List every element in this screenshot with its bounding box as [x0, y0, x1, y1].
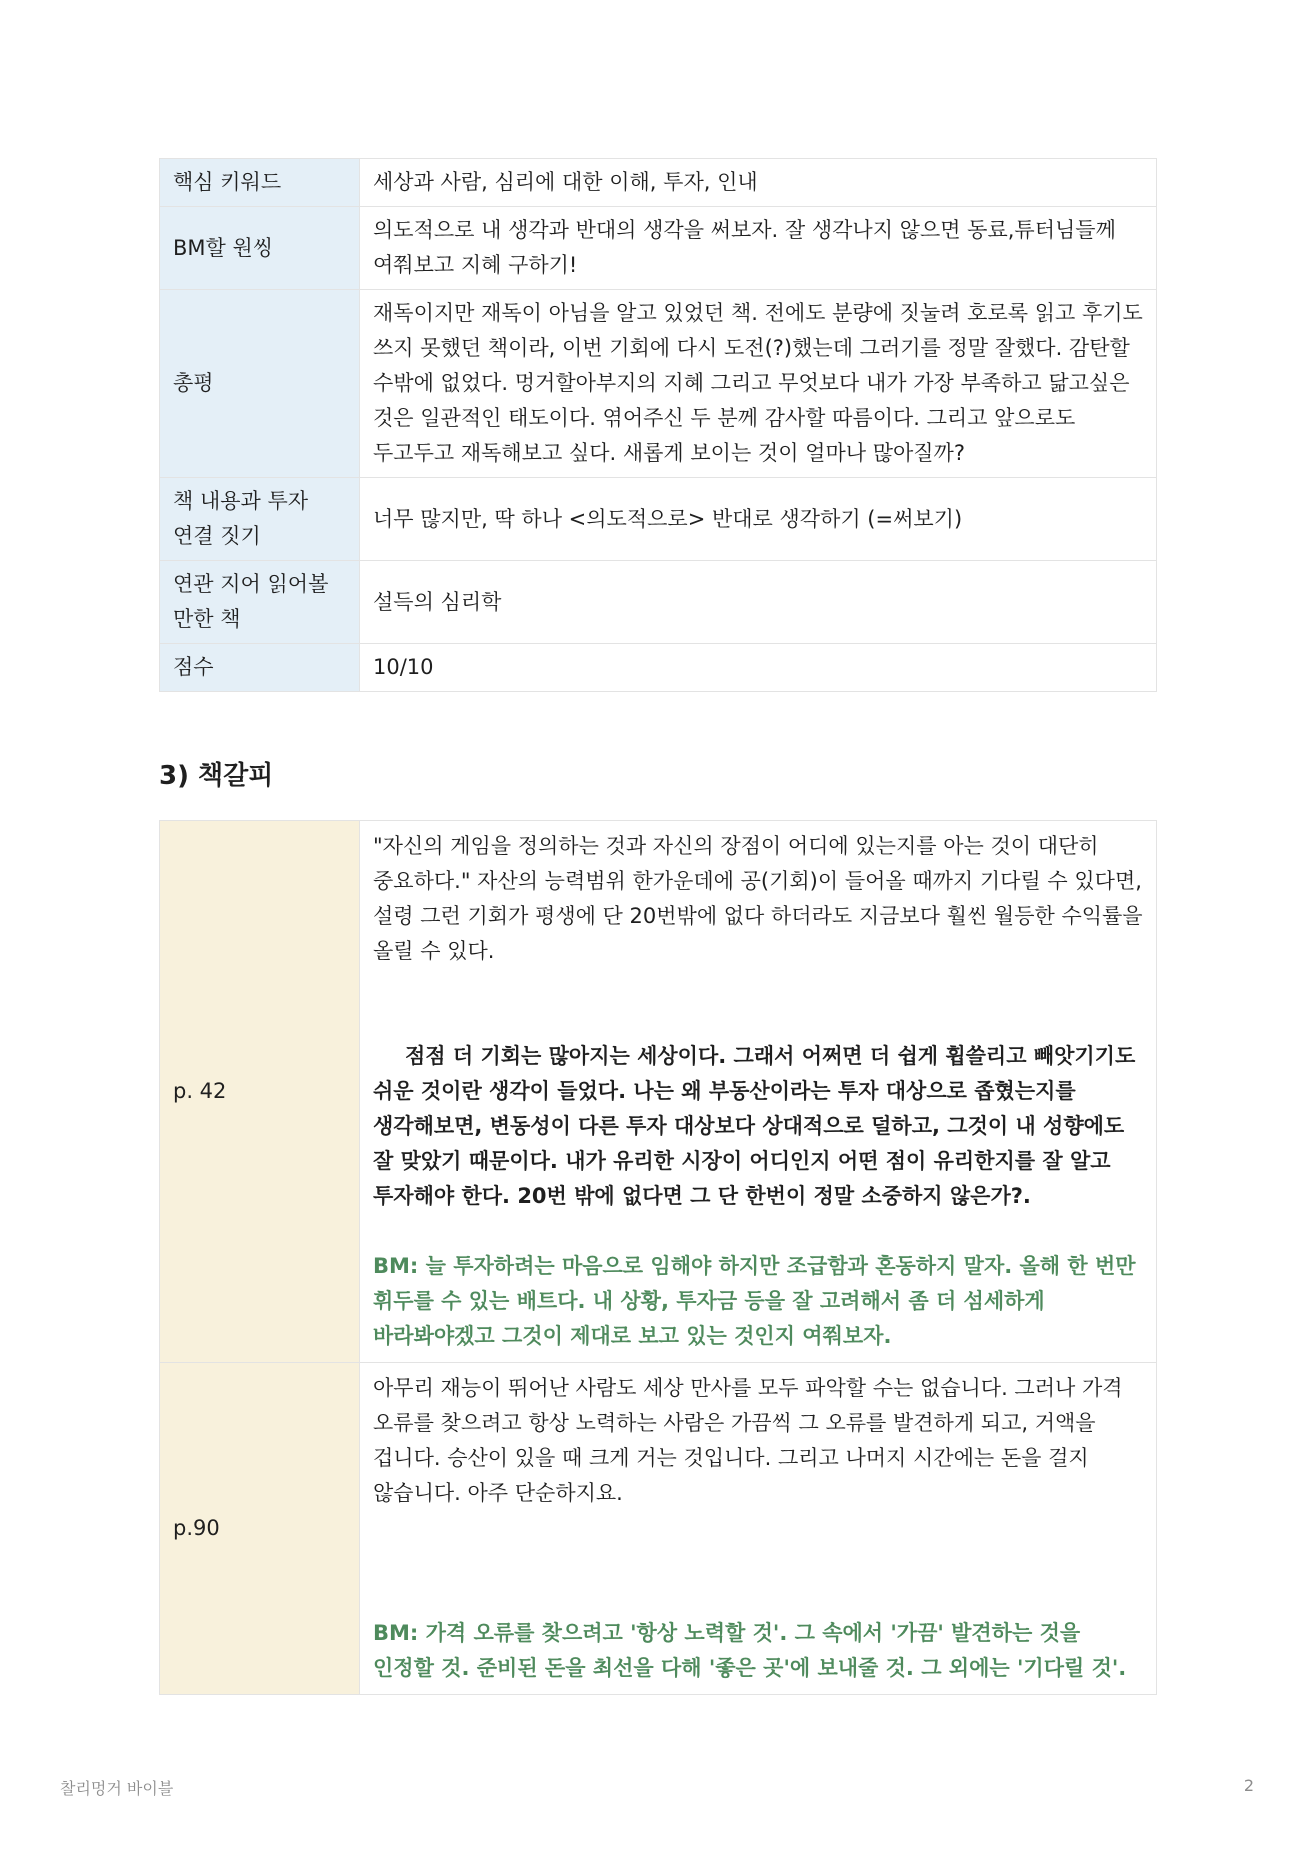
quote-cell: [360, 821, 1157, 1363]
section-title: 3) 책갈피: [159, 761, 274, 791]
footer-document-title: 찰리멍거 바이블: [60, 1779, 174, 1798]
table-row: [160, 478, 1157, 561]
row-label-related-books: 연관 지어 읽어볼 만한 책: [160, 561, 360, 644]
page-reference: p.90: [160, 1363, 360, 1695]
quote-text: 아무리 재능이 뛰어난 사람도 세상 만사를 모두 파악할 수는 없습니다. 그러나 가격 오류를 찾으려고 항상 노력하는 사람은 가끔씩 그 오류를 발견하게 되고, 거액을 겁니다. 승산이 있을 때 크게 거는 것입니다. 그리고 나머지 시간에는 돈을 걸지 않습니다. 아주 단순하지요.: [373, 1376, 1123, 1505]
row-label-keywords: 핵심 키워드: [160, 159, 360, 207]
row-value-one-thing: 의도적으로 내 생각과 반대의 생각을 써보자. 잘 생각나지 않으면 동료,튜터님들께 여쭤보고 지혜 구하기!: [360, 207, 1157, 290]
table-row: [160, 1363, 1157, 1695]
bm-note: BM: 가격 오류를 찾으려고 '항상 노력할 것'. 그 속에서 '가끔' 발견하는 것을 인정할 것. 준비된 돈을 최선을 다해 '좋은 곳'에 보내줄 것. 그 외에는 '기다릴 것'.: [373, 1621, 1127, 1680]
spacer: [373, 969, 1143, 1039]
quote-text: "자신의 게임을 정의하는 것과 자신의 장점이 어디에 있는지를 아는 것이 대단히 중요하다." 자산의 능력범위 한가운데에 공(기회)이 들어올 때까지 기다릴 수 있다면, 설령 그런 기회가 평생에 단 20번밖에 없다 하더라도 지금보다 훨씬 월등한 수익률을 올릴 수 있다.: [373, 834, 1143, 963]
bookmark-table: [159, 820, 1157, 1695]
row-label-score: 점수: [160, 644, 360, 692]
quote-cell: [360, 1363, 1157, 1695]
footer-page-number: 2: [1243, 1776, 1254, 1795]
spacer: [373, 1214, 1143, 1249]
row-value-review: 재독이지만 재독이 아님을 알고 있었던 책. 전에도 분량에 짓눌려 호로록 읽고 후기도 쓰지 못했던 책이라, 이번 기회에 다시 도전(?)했는데 그러기를 정말 잘했다. 감탄할 수밖에 없었다. 멍거할아부지의 지혜 그리고 무엇보다 내가 가장 부족하고 닮고싶은 것은 일관적인 태도이다. 엮어주신 두 분께 감사할 따름이다. 그리고 앞으로도 두고두고 재독해보고 싶다. 새롭게 보이는 것이 얼마나 많아질까?: [360, 290, 1157, 478]
row-label-review: 총평: [160, 290, 360, 478]
row-value-related-books: 설득의 심리학: [360, 561, 1157, 644]
reflection-text: 점점 더 기회는 많아지는 세상이다. 그래서 어쩌면 더 쉽게 휩쓸리고 빼앗기기도 쉬운 것이란 생각이 들었다. 나는 왜 부동산이라는 투자 대상으로 좁혔는지를 생각해보면, 변동성이 다른 투자 대상보다 상대적으로 덜하고, 그것이 내 성향에도 잘 맞았기 때문이다. 내가 유리한 시장이 어디인지 어떤 점이 유리한지를 잘 알고 투자해야 한다. 20번 밖에 없다면 그 단 한번이 정말 소중하지 않은가?.: [373, 1044, 1136, 1208]
bm-note: BM: 늘 투자하려는 마음으로 임해야 하지만 조급함과 혼동하지 말자. 올해 한 번만 휘두를 수 있는 배트다. 내 상황, 투자금 등을 잘 고려해서 좀 더 섬세하게 바라봐야겠고 그것이 제대로 보고 있는 것인지 여쭤보자.: [373, 1254, 1136, 1348]
spacer: [373, 1511, 1143, 1616]
table-row: [160, 290, 1157, 478]
row-label-investment-link: 책 내용과 투자 연결 짓기: [160, 478, 360, 561]
row-value-score: 10/10: [360, 644, 1157, 692]
table-row: [160, 561, 1157, 644]
row-value-investment-link: 너무 많지만, 딱 하나 <의도적으로> 반대로 생각하기 (=써보기): [360, 478, 1157, 561]
book-summary-table: [159, 158, 1157, 692]
table-row: [160, 644, 1157, 692]
row-value-keywords: 세상과 사람, 심리에 대한 이해, 투자, 인내: [360, 159, 1157, 207]
row-label-one-thing: BM할 원씽: [160, 207, 360, 290]
table-row: [160, 821, 1157, 1363]
page-reference: p. 42: [160, 821, 360, 1363]
table-row: [160, 159, 1157, 207]
table-row: [160, 207, 1157, 290]
